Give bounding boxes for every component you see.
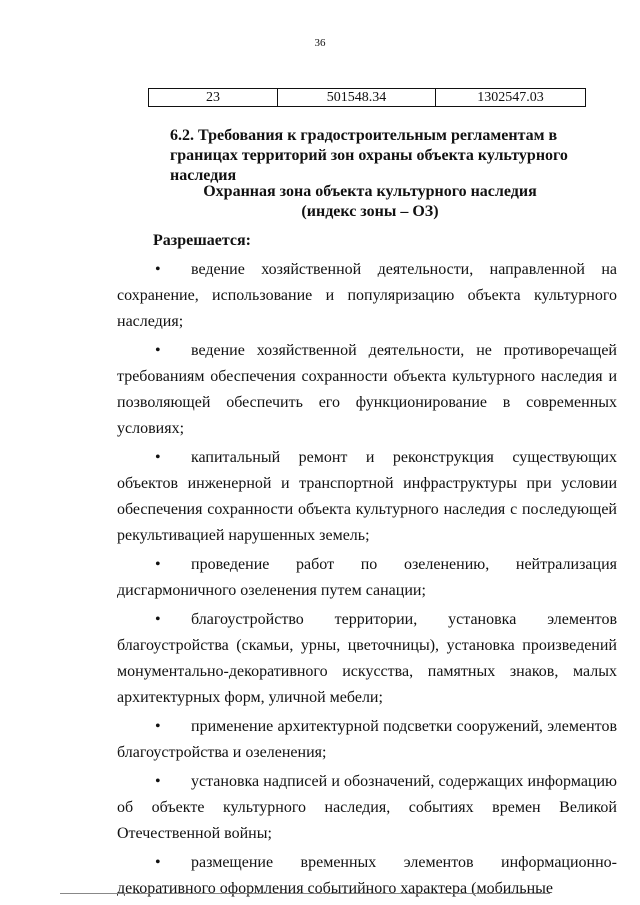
bullet-icon: •: [155, 773, 161, 790]
zone-heading: [150, 182, 590, 222]
bullet-icon: •: [155, 449, 161, 466]
list-item: [117, 850, 617, 902]
list-item: [117, 445, 617, 549]
list-item: [117, 769, 617, 847]
list-item-text: установка надписей и обозначений, содержащих информацию об объекте культурного наследия, событиях времен Великой Отечественной войны;: [117, 773, 617, 842]
bullet-icon: •: [155, 342, 161, 359]
bullet-icon: •: [155, 261, 161, 278]
list-item: [117, 338, 617, 442]
zone-title: Охранная зона объекта культурного наследия: [203, 183, 537, 200]
bullet-icon: •: [155, 854, 161, 871]
bullet-icon: •: [155, 718, 161, 735]
permitted-label: Разрешается:: [153, 232, 251, 249]
table-row: [149, 89, 586, 107]
list-item: [117, 607, 617, 711]
list-item-text: капитальный ремонт и реконструкция существующих объектов инженерной и транспортной инфраструктуры при условии обеспечения сохранности объекта культурного наследия с последующей рекультивацией нарушенных земель;: [117, 449, 617, 544]
footer-divider: [60, 893, 550, 894]
y-coordinate-cell: 1302547.03: [436, 89, 586, 107]
bullet-icon: •: [155, 611, 161, 628]
bullet-icon: •: [155, 556, 161, 573]
section-heading: 6.2. Требования к градостроительным регламентам в границах территорий зон охраны объекта культурного наследия: [170, 127, 568, 184]
list-item-text: проведение работ по озеленению, нейтрализация дисгармоничного озеленения путем санации;: [117, 556, 617, 599]
list-item-text: ведение хозяйственной деятельности, направленной на сохранение, использование и популяризацию объекта культурного наследия;: [117, 261, 617, 330]
list-item-text: применение архитектурной подсветки сооружений, элементов благоустройства и озеленения;: [117, 718, 617, 761]
list-item: [117, 714, 617, 766]
list-item: [117, 552, 617, 604]
coordinates-table: [148, 88, 586, 107]
page-number: 36: [314, 37, 326, 49]
list-item: [117, 257, 617, 335]
x-coordinate-cell: 501548.34: [278, 89, 436, 107]
list-item-text: ведение хозяйственной деятельности, не противоречащей требованиям обеспечения сохранности объекта культурного наследия и позволяющей обеспечить его функционирование в современных условиях;: [117, 342, 617, 437]
point-number-cell: 23: [149, 89, 278, 107]
list-item-text: размещение временных элементов информационно-декоративного оформления событийного характера (мобильные: [117, 854, 617, 897]
permitted-list: [117, 257, 617, 905]
zone-index: (индекс зоны – ОЗ): [301, 203, 439, 220]
list-item-text: благоустройство территории, установка элементов благоустройства (скамьи, урны, цветочницы), установка произведений монументально-декоративного искусства, памятных знаков, малых архитектурных форм, уличной мебели;: [117, 611, 617, 706]
